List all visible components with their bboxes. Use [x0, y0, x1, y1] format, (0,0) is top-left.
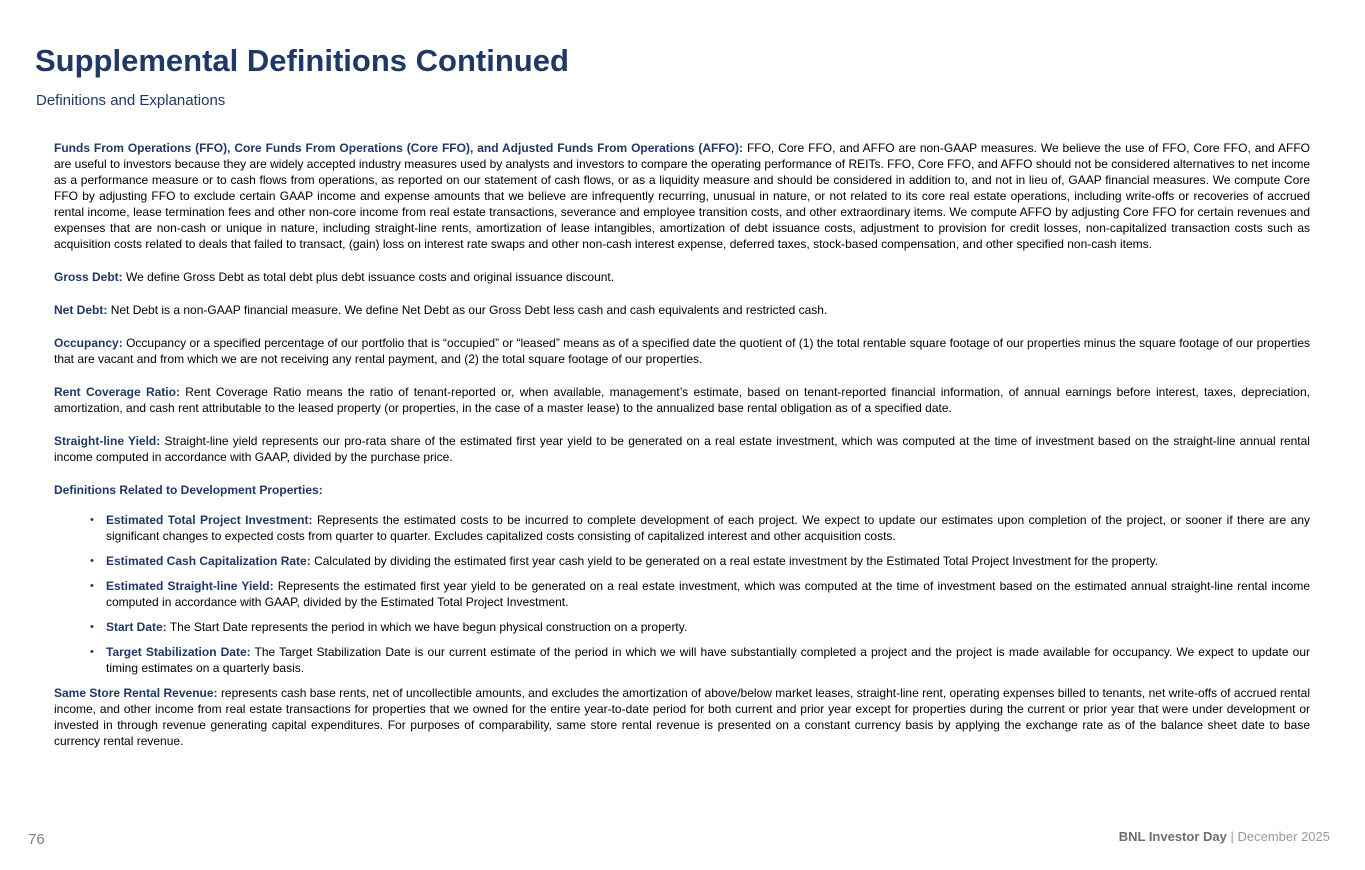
footer-attribution	[1119, 829, 1330, 844]
footer-separator: |	[1230, 829, 1234, 844]
footer-brand: BNL Investor Day	[1118, 829, 1227, 844]
page-number: 76	[28, 831, 45, 848]
bullet-item-start-date	[90, 619, 1310, 635]
definition-text: The Start Date represents the period in which we have begun physical construction on a property.	[169, 619, 688, 634]
definition-term: Estimated Total Project Investment:	[106, 512, 313, 527]
definition-term: Gross Debt:	[54, 269, 123, 284]
bullet-icon: •	[90, 554, 94, 567]
bullet-icon: •	[90, 513, 94, 526]
definition-rent-coverage-ratio	[54, 384, 1310, 416]
definitions-body	[54, 140, 1310, 749]
definition-term: Funds From Operations (FFO), Core Funds From Operations (Core FFO), and Adjusted Funds From Operations (AFFO):	[54, 140, 744, 155]
bullet-item-estimated-straight-line-yield	[90, 578, 1310, 610]
definition-term: Occupancy:	[54, 335, 123, 350]
definition-text: Straight-line yield represents our pro-rata share of the estimated first year yield to be generated on a real estate investment, which was computed at the time of investment based on the straight-line annual rental income computed in accordance with GAAP, divided by the purchase price.	[54, 433, 1310, 464]
definition-term: Straight-line Yield:	[54, 433, 161, 448]
bullet-icon: •	[90, 620, 94, 633]
bullet-item-target-stabilization-date	[90, 644, 1310, 676]
definition-occupancy	[54, 335, 1310, 367]
bullet-content	[106, 512, 1310, 544]
definition-text: FFO, Core FFO, and AFFO are non-GAAP measures. We believe the use of FFO, Core FFO, and AFFO are useful to investors because they are widely accepted industry measures used by analysts and investors to compare the operating performance of REITs. FFO, Core FFO, and AFFO should not be considered alternatives to net income as a performance measure or to cash flows from operations, as reported on our statement of cash flows, or as a liquidity measure and should be considered in addition to, and not in lieu of, GAAP financial measures. We compute Core FFO by adjusting FFO to exclude certain GAAP income and expense amounts that we believe are infrequently recurring, unusual in nature, or not related to its core real estate operations, including write-offs or recoveries of accrued rental income, lease termination fees and other non-core income from real estate transactions, severance and employee transition costs, and other extraordinary items. We compute AFFO by adjusting Core FFO for certain revenues and expenses that are non-cash or unique in nature, including straight-line rents, amortization of lease intangibles, amortization of debt issuance costs, adjustment to provision for credit losses, non-capitalized transaction costs such as acquisition costs related to deals that failed to transact, (gain) loss on interest rate swaps and other non-cash interest expense, deferred taxes, stock-based compensation, and other specified non-cash items.	[54, 140, 1310, 251]
bullet-content	[106, 644, 1310, 676]
definition-gross-debt	[54, 269, 1310, 285]
bullet-content	[106, 578, 1310, 610]
definition-text: Rent Coverage Ratio means the ratio of tenant-reported or, when available, management’s estimate, based on tenant-reported financial information, of annual earnings before interest, taxes, depreciation, amortization, and cash rent attributable to the leased property (or properties, in the case of a master lease) to the annualized base rental obligation as of a specified date.	[54, 384, 1310, 415]
definition-text: Calculated by dividing the estimated first year cash yield to be generated on a real estate investment by the Estimated Total Project Investment for the property.	[314, 553, 1159, 568]
definition-term: Estimated Cash Capitalization Rate:	[106, 553, 311, 568]
bullet-content	[106, 553, 1310, 569]
definition-term: Start Date:	[106, 619, 167, 634]
definition-term: Same Store Rental Revenue:	[54, 685, 218, 700]
bullet-item-estimated-total-project-investment	[90, 512, 1310, 544]
definition-term: Rent Coverage Ratio:	[54, 384, 180, 399]
bullet-item-estimated-cash-capitalization-rate	[90, 553, 1310, 569]
definition-straight-line-yield	[54, 433, 1310, 465]
definition-text: Represents the estimated first year yield to be generated on a real estate investment, which was computed at the time of investment based on the estimated annual straight-line rental income computed in accordance with GAAP, divided by the Estimated Total Project Investment.	[106, 578, 1311, 609]
definition-text: We define Gross Debt as total debt plus debt issuance costs and original issuance discount.	[126, 269, 615, 284]
definition-text: Net Debt is a non-GAAP financial measure. We define Net Debt as our Gross Debt less cash and cash equivalents and restricted cash.	[110, 302, 828, 317]
definition-text: The Target Stabilization Date is our current estimate of the period in which we will have substantially completed a project and the project is made available for occupancy. We expect to update our timing estimates on a quarterly basis.	[106, 644, 1310, 675]
page-title: Supplemental Definitions Continued	[35, 43, 569, 78]
definition-term: Target Stabilization Date:	[106, 644, 251, 659]
bullet-icon: •	[90, 645, 94, 658]
definition-text: represents cash base rents, net of uncollectible amounts, and excludes the amortization of above/below market leases, straight-line rent, operating expenses billed to tenants, net write-offs of accrued rental income, and other income from real estate transactions for properties that we owned for the entire year-to-date period for both current and prior year except for properties during the current or prior year that were under development or invested in through revenue generating capital expenditures. For purposes of comparability, same store rental revenue is presented on a constant currency basis by applying the exchange rate as of the balance sheet date to base currency rental revenue.	[54, 685, 1310, 748]
definition-text: Represents the estimated costs to be incurred to complete development of each project. We expect to update our estimates upon completion of the project, or sooner if there are any significant changes to expected costs from quarter to quarter. Excludes capitalized costs consisting of capitalized interest and other acquisition costs.	[106, 512, 1311, 543]
footer-date: December 2025	[1237, 829, 1330, 844]
definition-term: Estimated Straight-line Yield:	[106, 578, 274, 593]
definition-text: Occupancy or a specified percentage of our portfolio that is “occupied” or “leased” means as of a specified date the quotient of (1) the total rentable square footage of our properties minus the square footage of our properties that are vacant and from which we are not receiving any rental payment, and (2) the total square footage of our properties.	[54, 335, 1310, 366]
dev-properties-header: Definitions Related to Development Properties:	[54, 482, 323, 497]
dev-properties-list	[54, 512, 1310, 676]
bullet-content	[106, 619, 1310, 635]
definition-ffo	[54, 140, 1310, 252]
definition-same-store-rental-revenue	[54, 685, 1310, 749]
definition-term: Net Debt:	[54, 302, 108, 317]
bullet-icon: •	[90, 579, 94, 592]
definition-net-debt	[54, 302, 1310, 318]
page-subtitle: Definitions and Explanations	[36, 91, 226, 109]
